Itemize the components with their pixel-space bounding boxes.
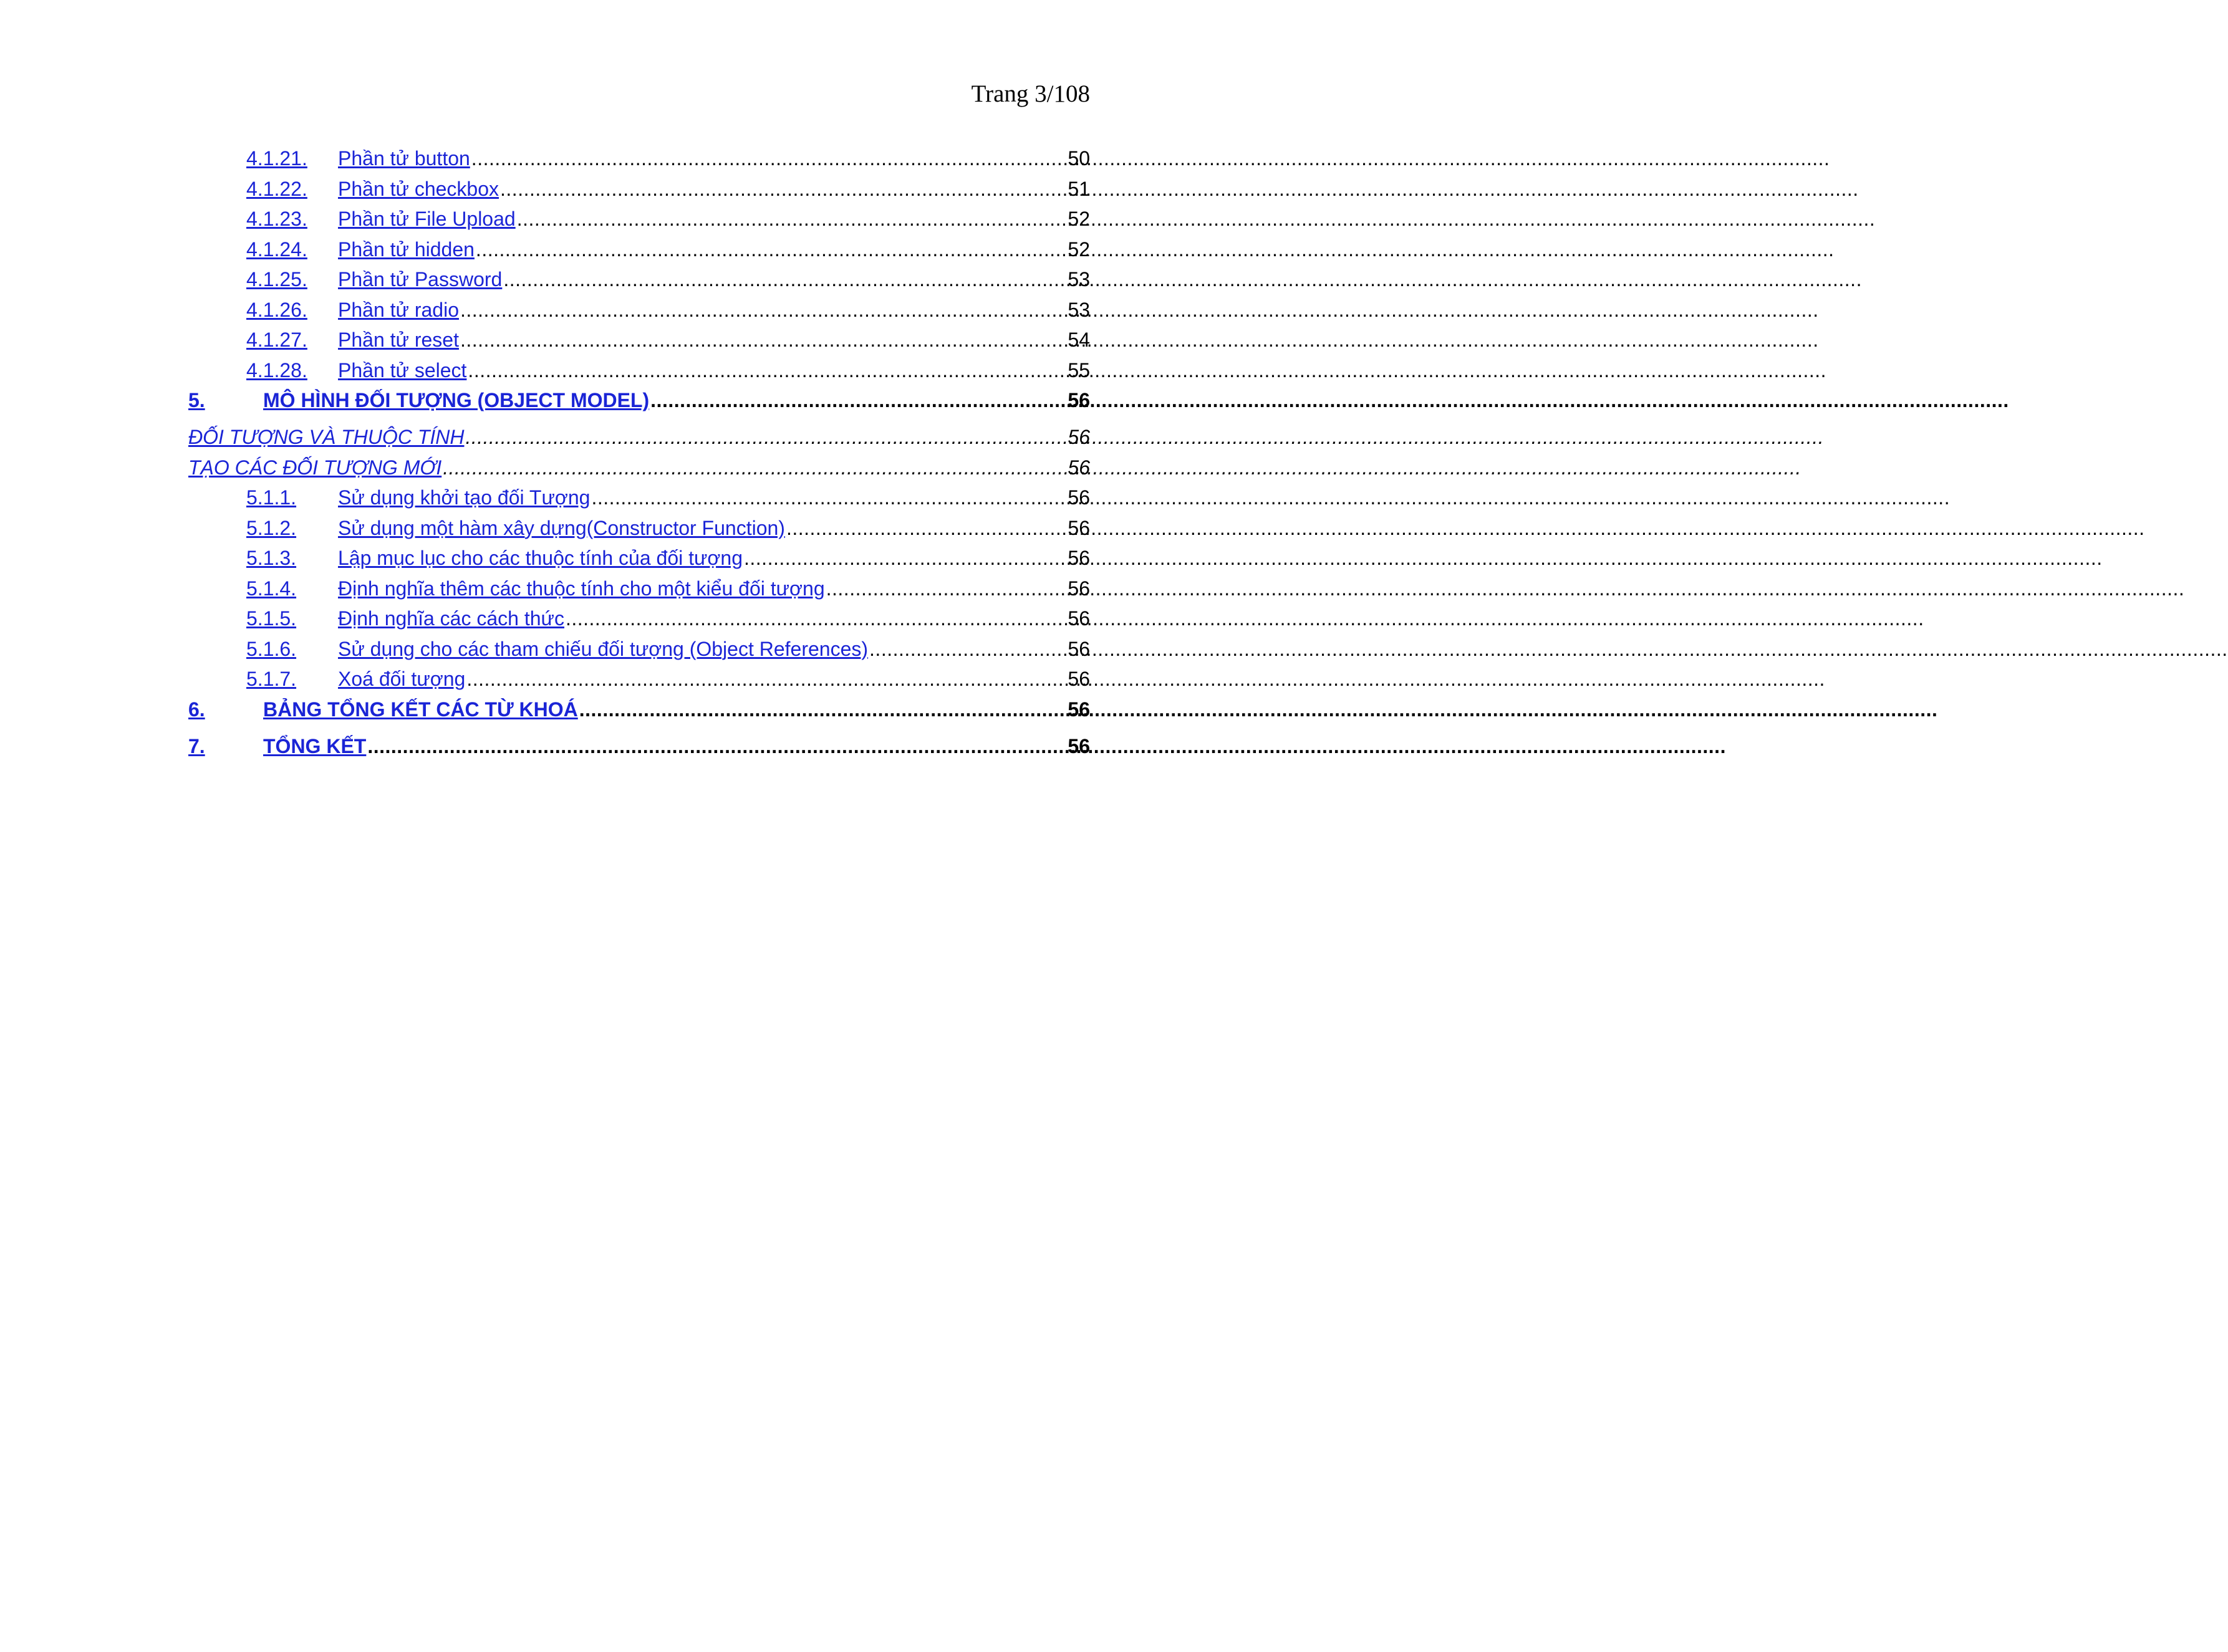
toc-entry-number[interactable]: 4.1.24. bbox=[246, 238, 307, 261]
dot-leader bbox=[743, 547, 1068, 570]
toc-entry-page: 56 bbox=[1068, 426, 1090, 448]
dot-leader bbox=[590, 486, 1068, 509]
toc-entry[interactable] bbox=[188, 268, 1090, 299]
toc-entry-page: 56 bbox=[1068, 577, 1090, 600]
toc-entry-title[interactable]: Sử dụng một hàm xây dựng(Constructor Function) bbox=[338, 516, 785, 539]
toc-entry-number[interactable]: 5.1.6. bbox=[246, 637, 297, 660]
toc-entry-number[interactable]: 4.1.26. bbox=[246, 298, 307, 321]
dot-leader bbox=[502, 268, 1068, 291]
toc-entry-page: 56 bbox=[1068, 547, 1090, 569]
toc-entry-title[interactable]: ĐỐI TƯỢNG VÀ THUỘC TÍNH bbox=[188, 426, 465, 448]
dot-leader bbox=[459, 299, 1068, 322]
toc-entry-number[interactable]: 5.1.2. bbox=[246, 516, 297, 539]
toc-entry-title[interactable]: Phần tử checkbox bbox=[338, 177, 499, 200]
toc-entry[interactable] bbox=[188, 238, 1090, 269]
dot-leader bbox=[441, 456, 1068, 479]
toc-entry-number[interactable]: 5.1.7. bbox=[246, 668, 297, 690]
toc-entry-title[interactable]: TỔNG KẾT bbox=[263, 734, 367, 757]
toc-entry-title[interactable]: Phần tử Password bbox=[338, 268, 503, 291]
table-of-contents bbox=[188, 147, 1090, 772]
toc-entry-title[interactable]: Phần tử hidden bbox=[338, 238, 475, 261]
toc-entry-title[interactable]: MÔ HÌNH ĐỐI TƯỢNG (OBJECT MODEL) bbox=[263, 389, 650, 411]
toc-entry-page: 52 bbox=[1068, 238, 1090, 261]
toc-entry-title[interactable]: Sử dụng khởi tạo đối Tượng bbox=[338, 486, 591, 509]
toc-entry[interactable] bbox=[188, 547, 1090, 577]
toc-entry[interactable] bbox=[188, 329, 1090, 359]
dot-leader bbox=[868, 638, 1068, 661]
toc-entry-number[interactable]: 4.1.27. bbox=[246, 329, 307, 351]
toc-entry[interactable] bbox=[188, 638, 1090, 668]
toc-entry-number[interactable]: 4.1.21. bbox=[246, 147, 307, 170]
toc-entry-title[interactable]: Phần tử select bbox=[338, 358, 467, 382]
toc-entry-page: 56 bbox=[1068, 734, 1090, 757]
toc-entry-page: 50 bbox=[1068, 147, 1090, 170]
toc-entry-number[interactable]: 5.1.4. bbox=[246, 577, 297, 600]
dot-leader bbox=[825, 577, 1068, 600]
toc-entry-page: 53 bbox=[1068, 298, 1090, 321]
dot-leader bbox=[785, 517, 1068, 540]
dot-leader bbox=[516, 208, 1068, 231]
toc-entry-number[interactable]: 6. bbox=[188, 698, 205, 721]
toc-entry-title[interactable]: Định nghĩa các cách thức bbox=[338, 607, 564, 630]
toc-entry-title[interactable]: Phần tử reset bbox=[338, 329, 459, 351]
toc-entry[interactable] bbox=[188, 607, 1090, 638]
toc-entry-number[interactable]: 4.1.22. bbox=[246, 177, 307, 200]
toc-entry-number[interactable]: 5.1.3. bbox=[246, 547, 297, 569]
toc-entry[interactable] bbox=[188, 577, 1090, 608]
dot-leader bbox=[366, 735, 1068, 758]
toc-entry-page: 56 bbox=[1068, 389, 1090, 411]
dot-leader bbox=[470, 147, 1068, 170]
toc-entry-page: 56 bbox=[1068, 637, 1090, 660]
toc-entry-page: 54 bbox=[1068, 329, 1090, 351]
toc-entry-page: 56 bbox=[1068, 607, 1090, 630]
toc-entry-page: 56 bbox=[1068, 456, 1090, 479]
toc-entry-number[interactable]: 4.1.23. bbox=[246, 208, 307, 230]
toc-entry[interactable] bbox=[188, 147, 1090, 178]
toc-entry[interactable] bbox=[188, 359, 1090, 390]
toc-entry-title[interactable]: Xoá đối tượng bbox=[338, 668, 466, 690]
toc-entry-title[interactable]: BẢNG TỔNG KẾT CÁC TỪ KHOÁ bbox=[263, 698, 578, 721]
dot-leader bbox=[578, 698, 1068, 721]
dot-leader bbox=[499, 178, 1068, 201]
toc-entry[interactable] bbox=[188, 486, 1090, 517]
page-number: Trang 3/108 bbox=[971, 80, 1090, 107]
toc-entry-number[interactable]: 4.1.28. bbox=[246, 358, 307, 382]
toc-section-entry[interactable] bbox=[188, 426, 1090, 456]
toc-entry-number[interactable]: 4.1.25. bbox=[246, 268, 307, 291]
toc-entry-number[interactable]: 5.1.5. bbox=[246, 607, 297, 630]
toc-entry-page: 56 bbox=[1068, 668, 1090, 690]
toc-entry-number[interactable]: 5.1.1. bbox=[246, 486, 297, 509]
toc-chapter-entry[interactable] bbox=[188, 735, 1090, 772]
toc-entry-page: 51 bbox=[1068, 177, 1090, 200]
dot-leader bbox=[464, 426, 1068, 449]
dot-leader bbox=[466, 359, 1068, 382]
toc-entry-page: 56 bbox=[1068, 486, 1090, 509]
dot-leader bbox=[649, 389, 1068, 412]
toc-entry[interactable] bbox=[188, 299, 1090, 329]
dot-leader bbox=[564, 607, 1068, 630]
toc-entry[interactable] bbox=[188, 517, 1090, 547]
toc-entry-page: 55 bbox=[1068, 358, 1090, 382]
toc-entry-number[interactable]: 5. bbox=[188, 389, 205, 411]
dot-leader bbox=[459, 329, 1068, 352]
toc-entry-title[interactable]: Sử dụng cho các tham chiếu đối tượng (Object References) bbox=[338, 637, 869, 660]
toc-entry-title[interactable]: Phần tử File Upload bbox=[338, 208, 516, 230]
toc-entry-page: 56 bbox=[1068, 516, 1090, 539]
toc-entry-page: 56 bbox=[1068, 698, 1090, 721]
toc-chapter-entry[interactable] bbox=[188, 698, 1090, 735]
toc-entry-page: 53 bbox=[1068, 268, 1090, 291]
toc-chapter-entry[interactable] bbox=[188, 389, 1090, 426]
toc-entry-title[interactable]: TẠO CÁC ĐỐI TƯỢNG MỚI bbox=[188, 456, 442, 479]
toc-entry-title[interactable]: Phần tử button bbox=[338, 147, 470, 170]
toc-entry[interactable] bbox=[188, 178, 1090, 208]
toc-entry-title[interactable]: Lập mục lục cho các thuộc tính của đối tượng bbox=[338, 547, 743, 569]
toc-entry-number[interactable]: 7. bbox=[188, 734, 205, 757]
toc-entry[interactable] bbox=[188, 668, 1090, 698]
dot-leader bbox=[475, 238, 1068, 261]
toc-entry-title[interactable]: Định nghĩa thêm các thuộc tính cho một kiểu đối tượng bbox=[338, 577, 825, 600]
dot-leader bbox=[465, 668, 1068, 691]
toc-section-entry[interactable] bbox=[188, 456, 1090, 487]
toc-entry-page: 52 bbox=[1068, 208, 1090, 230]
toc-entry[interactable] bbox=[188, 208, 1090, 238]
toc-entry-title[interactable]: Phần tử radio bbox=[338, 298, 459, 321]
